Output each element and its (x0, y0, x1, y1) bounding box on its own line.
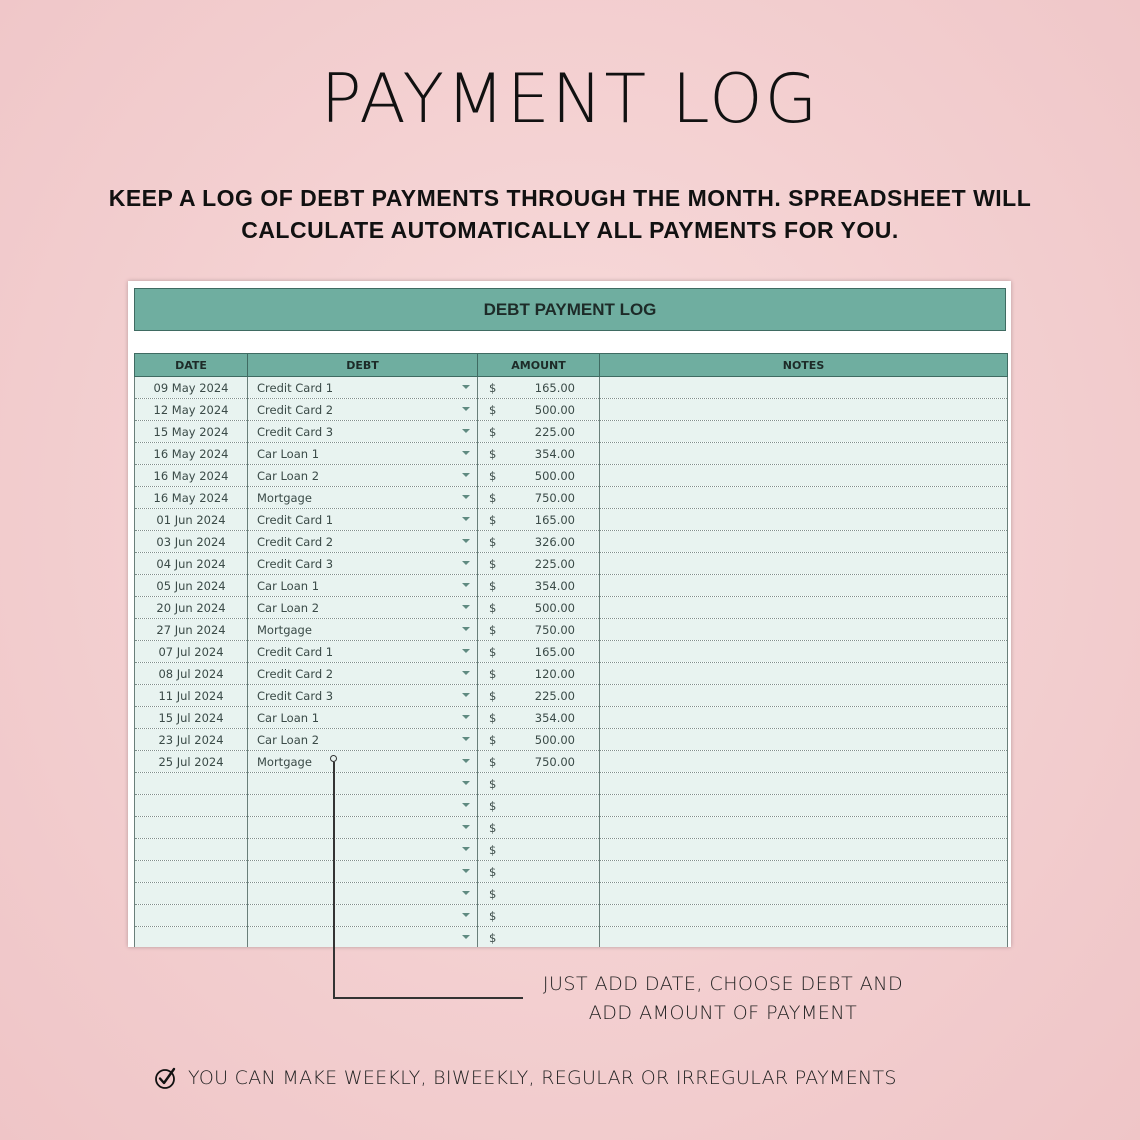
notes-cell[interactable] (600, 883, 1008, 905)
amount-cell[interactable] (478, 487, 600, 509)
notes-cell[interactable] (600, 421, 1008, 443)
currency-symbol: $ (489, 557, 497, 571)
currency-symbol: $ (489, 425, 497, 439)
payment-log-table (134, 353, 1008, 947)
amount-value: 354.00 (534, 711, 575, 725)
dropdown-caret-icon[interactable] (462, 451, 470, 455)
notes-cell[interactable] (600, 729, 1008, 751)
debt-value: Credit Card 3 (257, 556, 334, 571)
table-row (135, 905, 1008, 927)
date-cell[interactable]: 01 Jun 2024 (135, 509, 248, 531)
table-row (135, 443, 1008, 465)
notes-cell[interactable] (600, 399, 1008, 421)
amount-cell[interactable] (478, 465, 600, 487)
column-header-date: DATE (135, 354, 248, 377)
date-cell[interactable]: 25 Jul 2024 (135, 751, 248, 773)
callout-text (528, 970, 918, 1028)
dropdown-caret-icon[interactable] (462, 605, 470, 609)
dropdown-caret-icon[interactable] (462, 671, 470, 675)
amount-cell[interactable] (478, 641, 600, 663)
dropdown-caret-icon[interactable] (462, 649, 470, 653)
debt-dropdown[interactable] (248, 597, 478, 619)
table-row (135, 531, 1008, 553)
date-cell[interactable]: 05 Jun 2024 (135, 575, 248, 597)
feature-note (154, 1066, 897, 1090)
date-cell[interactable] (135, 883, 248, 905)
amount-cell[interactable] (478, 443, 600, 465)
amount-value: 500.00 (534, 601, 575, 615)
callout-anchor-dot (330, 755, 337, 762)
date-cell[interactable]: 27 Jun 2024 (135, 619, 248, 641)
currency-symbol: $ (489, 403, 497, 417)
date-cell[interactable]: 04 Jun 2024 (135, 553, 248, 575)
table-row (135, 619, 1008, 641)
amount-cell[interactable] (478, 597, 600, 619)
column-header-amount: AMOUNT (478, 354, 600, 377)
amount-cell[interactable] (478, 927, 600, 948)
amount-cell[interactable] (478, 619, 600, 641)
dropdown-caret-icon[interactable] (462, 759, 470, 763)
amount-cell[interactable] (478, 685, 600, 707)
date-cell[interactable] (135, 905, 248, 927)
dropdown-caret-icon[interactable] (462, 627, 470, 631)
table-row (135, 729, 1008, 751)
dropdown-caret-icon[interactable] (462, 473, 470, 477)
amount-value: 165.00 (534, 513, 575, 527)
amount-cell[interactable] (478, 531, 600, 553)
currency-symbol: $ (489, 579, 497, 593)
dropdown-caret-icon[interactable] (462, 869, 470, 873)
debt-value: Credit Card 2 (257, 666, 334, 681)
column-header-notes: NOTES (600, 354, 1008, 377)
currency-symbol: $ (489, 865, 497, 879)
notes-cell[interactable] (600, 773, 1008, 795)
currency-symbol: $ (489, 733, 497, 747)
debt-dropdown[interactable] (248, 619, 478, 641)
amount-value: 165.00 (534, 381, 575, 395)
debt-dropdown[interactable] (248, 421, 478, 443)
debt-dropdown[interactable] (248, 575, 478, 597)
currency-symbol: $ (489, 711, 497, 725)
notes-cell[interactable] (600, 377, 1008, 399)
table-body (135, 377, 1008, 948)
amount-cell[interactable] (478, 553, 600, 575)
debt-dropdown[interactable] (248, 509, 478, 531)
notes-cell[interactable] (600, 641, 1008, 663)
amount-cell[interactable] (478, 663, 600, 685)
debt-value: Credit Card 1 (257, 380, 334, 395)
debt-dropdown[interactable] (248, 751, 478, 773)
currency-symbol: $ (489, 491, 497, 505)
date-cell[interactable]: 15 May 2024 (135, 421, 248, 443)
date-cell[interactable]: 16 May 2024 (135, 443, 248, 465)
table-row (135, 421, 1008, 443)
debt-dropdown[interactable] (248, 641, 478, 663)
dropdown-caret-icon[interactable] (462, 737, 470, 741)
debt-dropdown[interactable] (248, 707, 478, 729)
currency-symbol: $ (489, 689, 497, 703)
dropdown-caret-icon[interactable] (462, 539, 470, 543)
table-row (135, 465, 1008, 487)
debt-value: Mortgage (257, 490, 312, 505)
date-cell[interactable] (135, 861, 248, 883)
notes-cell[interactable] (600, 707, 1008, 729)
amount-value: 120.00 (534, 667, 575, 681)
amount-value: 165.00 (534, 645, 575, 659)
table-row (135, 377, 1008, 399)
amount-value: 326.00 (534, 535, 575, 549)
amount-cell[interactable] (478, 509, 600, 531)
table-row (135, 861, 1008, 883)
amount-cell[interactable] (478, 905, 600, 927)
date-cell[interactable]: 23 Jul 2024 (135, 729, 248, 751)
callout-line-horizontal (333, 997, 523, 999)
currency-symbol: $ (489, 931, 497, 945)
notes-cell[interactable] (600, 839, 1008, 861)
column-header-debt: DEBT (248, 354, 478, 377)
notes-cell[interactable] (600, 905, 1008, 927)
debt-value: Credit Card 3 (257, 688, 334, 703)
amount-value: 354.00 (534, 579, 575, 593)
dropdown-caret-icon[interactable] (462, 385, 470, 389)
table-row (135, 883, 1008, 905)
currency-symbol: $ (489, 469, 497, 483)
date-cell[interactable]: 07 Jul 2024 (135, 641, 248, 663)
notes-cell[interactable] (600, 465, 1008, 487)
check-circle-icon (154, 1066, 178, 1090)
debt-dropdown[interactable] (248, 487, 478, 509)
subtitle-line-1: KEEP A LOG OF DEBT PAYMENTS THROUGH THE MONTH. SPREADSHEET WILL (108, 185, 1032, 211)
amount-cell[interactable] (478, 839, 600, 861)
date-cell[interactable]: 12 May 2024 (135, 399, 248, 421)
debt-value: Mortgage (257, 622, 312, 637)
debt-dropdown[interactable] (248, 729, 478, 751)
debt-value: Car Loan 1 (257, 578, 320, 593)
notes-cell[interactable] (600, 597, 1008, 619)
dropdown-caret-icon[interactable] (462, 781, 470, 785)
amount-cell[interactable] (478, 773, 600, 795)
debt-value: Car Loan 1 (257, 446, 320, 461)
amount-value: 225.00 (534, 425, 575, 439)
notes-cell[interactable] (600, 751, 1008, 773)
date-cell[interactable]: 08 Jul 2024 (135, 663, 248, 685)
date-cell[interactable]: 11 Jul 2024 (135, 685, 248, 707)
currency-symbol: $ (489, 623, 497, 637)
debt-dropdown[interactable] (248, 861, 478, 883)
dropdown-caret-icon[interactable] (462, 407, 470, 411)
debt-dropdown[interactable] (248, 773, 478, 795)
callout-line-1: JUST ADD DATE, CHOOSE DEBT AND (542, 973, 904, 995)
debt-dropdown[interactable] (248, 553, 478, 575)
dropdown-caret-icon[interactable] (462, 561, 470, 565)
currency-symbol: $ (489, 755, 497, 769)
currency-symbol: $ (489, 535, 497, 549)
notes-cell[interactable] (600, 663, 1008, 685)
dropdown-caret-icon[interactable] (462, 891, 470, 895)
dropdown-caret-icon[interactable] (462, 583, 470, 587)
amount-cell[interactable] (478, 399, 600, 421)
currency-symbol: $ (489, 909, 497, 923)
debt-dropdown[interactable] (248, 795, 478, 817)
debt-value: Car Loan 2 (257, 600, 320, 615)
dropdown-caret-icon[interactable] (462, 825, 470, 829)
date-cell[interactable] (135, 839, 248, 861)
table-row (135, 487, 1008, 509)
table-row (135, 575, 1008, 597)
debt-value: Credit Card 3 (257, 424, 334, 439)
amount-value: 750.00 (534, 491, 575, 505)
amount-cell[interactable] (478, 795, 600, 817)
currency-symbol: $ (489, 667, 497, 681)
amount-value: 750.00 (534, 623, 575, 637)
sheet-banner: DEBT PAYMENT LOG (134, 288, 1006, 331)
debt-dropdown[interactable] (248, 399, 478, 421)
dropdown-caret-icon[interactable] (462, 517, 470, 521)
notes-cell[interactable] (600, 531, 1008, 553)
notes-cell[interactable] (600, 817, 1008, 839)
notes-cell[interactable] (600, 619, 1008, 641)
callout-line-vertical (333, 762, 335, 998)
spreadsheet-preview (128, 281, 1011, 947)
date-cell[interactable]: 16 May 2024 (135, 487, 248, 509)
amount-value: 500.00 (534, 469, 575, 483)
currency-symbol: $ (489, 601, 497, 615)
subtitle (60, 182, 1080, 246)
date-cell[interactable] (135, 773, 248, 795)
debt-dropdown[interactable] (248, 377, 478, 399)
currency-symbol: $ (489, 513, 497, 527)
table-row (135, 817, 1008, 839)
debt-dropdown[interactable] (248, 663, 478, 685)
amount-value: 500.00 (534, 733, 575, 747)
notes-cell[interactable] (600, 575, 1008, 597)
debt-dropdown[interactable] (248, 905, 478, 927)
table-header-row (135, 354, 1008, 377)
amount-value: 354.00 (534, 447, 575, 461)
currency-symbol: $ (489, 447, 497, 461)
date-cell[interactable]: 09 May 2024 (135, 377, 248, 399)
notes-cell[interactable] (600, 509, 1008, 531)
notes-cell[interactable] (600, 553, 1008, 575)
notes-cell[interactable] (600, 685, 1008, 707)
debt-dropdown[interactable] (248, 531, 478, 553)
page-title: PAYMENT LOG (320, 60, 820, 139)
currency-symbol: $ (489, 381, 497, 395)
amount-cell[interactable] (478, 817, 600, 839)
amount-cell[interactable] (478, 729, 600, 751)
table-row (135, 509, 1008, 531)
dropdown-caret-icon[interactable] (462, 495, 470, 499)
dropdown-caret-icon[interactable] (462, 693, 470, 697)
debt-dropdown[interactable] (248, 839, 478, 861)
amount-cell[interactable] (478, 861, 600, 883)
debt-value: Credit Card 2 (257, 534, 334, 549)
amount-value: 500.00 (534, 403, 575, 417)
notes-cell[interactable] (600, 795, 1008, 817)
currency-symbol: $ (489, 821, 497, 835)
table-row (135, 707, 1008, 729)
amount-value: 225.00 (534, 689, 575, 703)
date-cell[interactable] (135, 927, 248, 948)
dropdown-caret-icon[interactable] (462, 715, 470, 719)
table-row (135, 927, 1008, 948)
table-row (135, 663, 1008, 685)
debt-dropdown[interactable] (248, 443, 478, 465)
dropdown-caret-icon[interactable] (462, 913, 470, 917)
amount-cell[interactable] (478, 421, 600, 443)
date-cell[interactable] (135, 817, 248, 839)
table-row (135, 685, 1008, 707)
feature-note-text: YOU CAN MAKE WEEKLY, BIWEEKLY, REGULAR OR IRREGULAR PAYMENTS (188, 1067, 897, 1089)
amount-cell[interactable] (478, 751, 600, 773)
currency-symbol: $ (489, 843, 497, 857)
currency-symbol: $ (489, 777, 497, 791)
dropdown-caret-icon[interactable] (462, 847, 470, 851)
debt-dropdown[interactable] (248, 465, 478, 487)
debt-value: Credit Card 1 (257, 644, 334, 659)
debt-value: Car Loan 2 (257, 732, 320, 747)
amount-cell[interactable] (478, 575, 600, 597)
debt-value: Mortgage (257, 754, 312, 769)
table-row (135, 795, 1008, 817)
notes-cell[interactable] (600, 487, 1008, 509)
table-row (135, 553, 1008, 575)
debt-dropdown[interactable] (248, 685, 478, 707)
notes-cell[interactable] (600, 927, 1008, 948)
date-cell[interactable]: 20 Jun 2024 (135, 597, 248, 619)
amount-value: 750.00 (534, 755, 575, 769)
date-cell[interactable] (135, 795, 248, 817)
debt-dropdown[interactable] (248, 817, 478, 839)
table-row (135, 597, 1008, 619)
debt-value: Credit Card 2 (257, 402, 334, 417)
table-row (135, 641, 1008, 663)
callout-line-2: ADD AMOUNT OF PAYMENT (588, 1002, 858, 1024)
currency-symbol: $ (489, 799, 497, 813)
currency-symbol: $ (489, 645, 497, 659)
notes-cell[interactable] (600, 861, 1008, 883)
currency-symbol: $ (489, 887, 497, 901)
table-row (135, 399, 1008, 421)
debt-dropdown[interactable] (248, 883, 478, 905)
table-row (135, 839, 1008, 861)
amount-cell[interactable] (478, 883, 600, 905)
amount-value: 225.00 (534, 557, 575, 571)
amount-cell[interactable] (478, 707, 600, 729)
amount-cell[interactable] (478, 377, 600, 399)
table-row (135, 773, 1008, 795)
date-cell[interactable]: 03 Jun 2024 (135, 531, 248, 553)
debt-value: Car Loan 1 (257, 710, 320, 725)
date-cell[interactable]: 15 Jul 2024 (135, 707, 248, 729)
debt-value: Credit Card 1 (257, 512, 334, 527)
dropdown-caret-icon[interactable] (462, 429, 470, 433)
date-cell[interactable]: 16 May 2024 (135, 465, 248, 487)
dropdown-caret-icon[interactable] (462, 935, 470, 939)
debt-dropdown[interactable] (248, 927, 478, 948)
dropdown-caret-icon[interactable] (462, 803, 470, 807)
notes-cell[interactable] (600, 443, 1008, 465)
subtitle-line-2: CALCULATE AUTOMATICALLY ALL PAYMENTS FOR YOU. (241, 217, 899, 243)
table-row (135, 751, 1008, 773)
debt-value: Car Loan 2 (257, 468, 320, 483)
